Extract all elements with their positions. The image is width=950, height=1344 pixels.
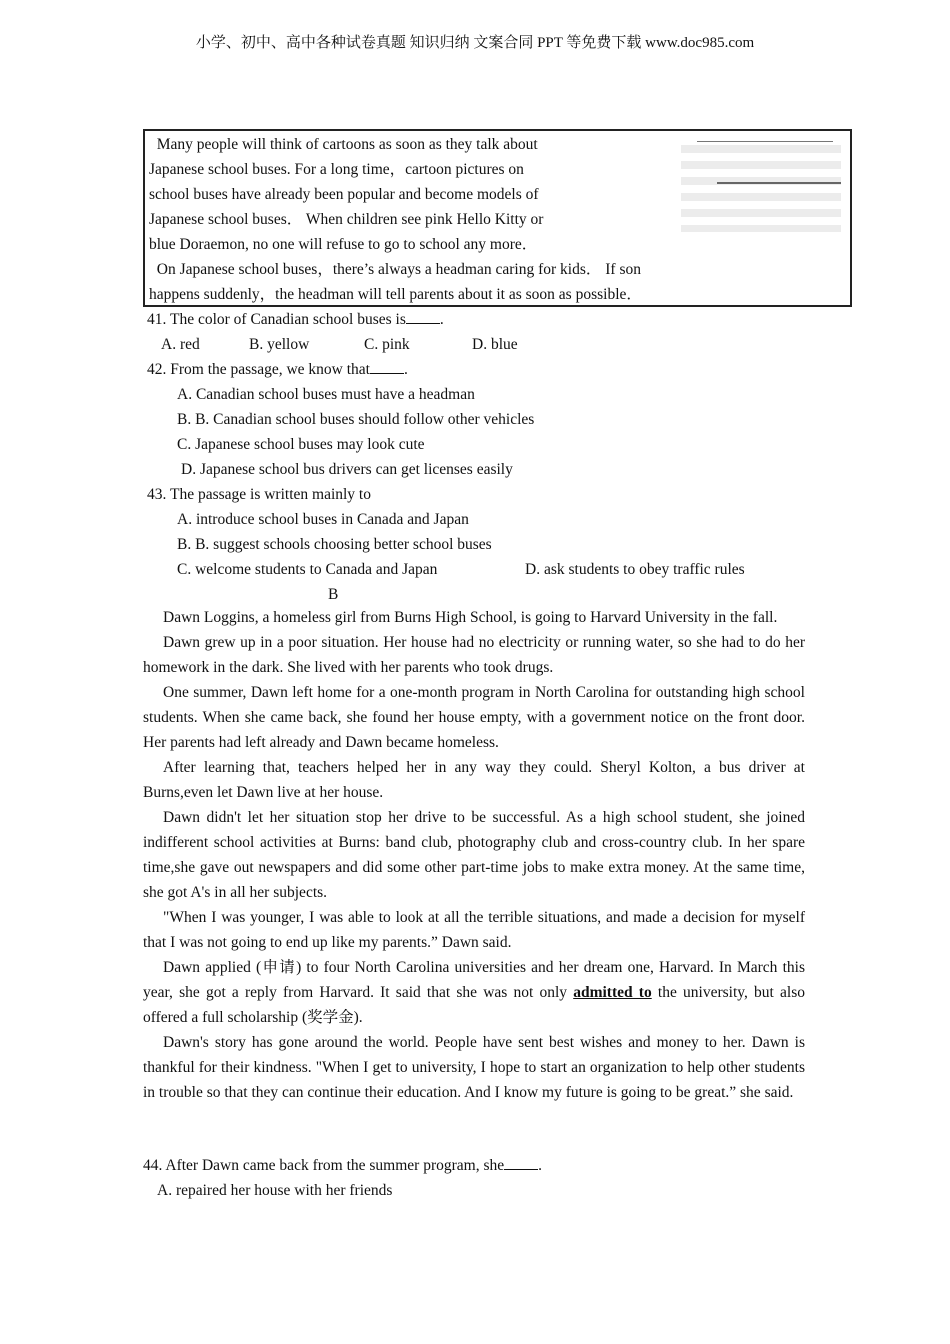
question-42: 42. From the passage, we know that . <box>147 361 408 378</box>
question-44: 44. After Dawn came back from the summer program, she . <box>143 1157 542 1174</box>
question-41-options <box>147 332 827 357</box>
section-b-label: B <box>328 586 339 603</box>
option: A. repaired her house with her friends <box>157 1182 393 1199</box>
question-44-block <box>143 1153 823 1203</box>
line: school buses have already been popular and become models of <box>149 186 539 203</box>
option: A. Canadian school buses must have a headman <box>177 386 475 403</box>
questions-41-43 <box>147 307 827 607</box>
line: On Japanese school buses，there’s always a headman caring for kids． If son <box>149 261 641 278</box>
underlined-phrase: admitted to <box>573 984 652 1001</box>
paragraph: Dawn didn't let her situation stop her drive to be successful. As a high school student, she joined indifferent school activities at Burns: band club, photography club and cross-country club. In her spare time,she gave out newspapers and did some other part-time jobs to make extra money. At the same time, she got A's in all her subjects. <box>143 809 805 901</box>
passage-a-text <box>149 132 689 307</box>
line: Japanese school buses. For a long time，cartoon pictures on <box>149 161 524 178</box>
paragraph: One summer, Dawn left home for a one-month program in North Carolina for outstanding high school students. When she came back, she found her house empty, with a government notice on the front door. Her parents had left already and Dawn became homeless. <box>143 684 805 751</box>
line: blue Doraemon, no one will refuse to go to school any more． <box>149 236 538 253</box>
paragraph: Dawn's story has gone around the world. People have sent best wishes and money to her. Dawn is thankful for their kindness. "When I get to university, I hope to start an organization to help other students in trouble so that they can continue their education. And I know my future is going to be great.” she said. <box>143 1034 805 1101</box>
paragraph: Dawn applied (申请) to four North Carolina universities and her dream one, Harvard. In March this year, she got a reply from Harvard. It said that she was not only admitted to the university, but also offered a full scholarship (奖学金). <box>143 959 806 1026</box>
option: B. yellow <box>249 336 310 353</box>
option: A. introduce school buses in Canada and Japan <box>177 511 469 528</box>
option: B. B. suggest schools choosing better school buses <box>177 536 492 553</box>
passage-b <box>143 605 805 1105</box>
option: C. Japanese school buses may look cute <box>177 436 425 453</box>
faded-image <box>681 137 841 232</box>
line: Many people will think of cartoons as soon as they talk about <box>149 136 538 153</box>
question-43-options-cd: C. welcome students to Canada and Japan D. ask students to obey traffic rules <box>177 561 745 578</box>
paragraph: "When I was younger, I was able to look at all the terrible situations, and made a decision for myself that I was not going to end up like my parents.” Dawn said. <box>143 909 805 951</box>
paragraph: Dawn Loggins, a homeless girl from Burns High School, is going to Harvard University in the fall. <box>163 609 778 626</box>
option: D. blue <box>472 336 518 353</box>
line: happens suddenly，the headman will tell parents about it as soon as possible． <box>149 286 642 303</box>
question-41: 41. The color of Canadian school buses is . <box>147 311 444 328</box>
option: A. red <box>161 336 200 353</box>
option: D. Japanese school bus drivers can get licenses easily <box>181 461 513 478</box>
option: C. pink <box>364 336 410 353</box>
option: B. B. Canadian school buses should follow other vehicles <box>177 411 535 428</box>
paragraph: After learning that, teachers helped her in any way they could. Sheryl Kolton, a bus driver at Burns,even let Dawn live at her house. <box>143 759 805 801</box>
question-43: 43. The passage is written mainly to <box>147 486 371 503</box>
line: Japanese school buses． When children see pink Hello Kitty or <box>149 211 544 228</box>
site-header: 小学、初中、高中各种试卷真题 知识归纳 文案合同 PPT 等免费下载 www.doc985.com <box>195 35 755 51</box>
passage-a-box <box>143 129 852 307</box>
paragraph: Dawn grew up in a poor situation. Her house had no electricity or running water, so she had to do her homework in the dark. She lived with her parents who took drugs. <box>143 634 805 676</box>
